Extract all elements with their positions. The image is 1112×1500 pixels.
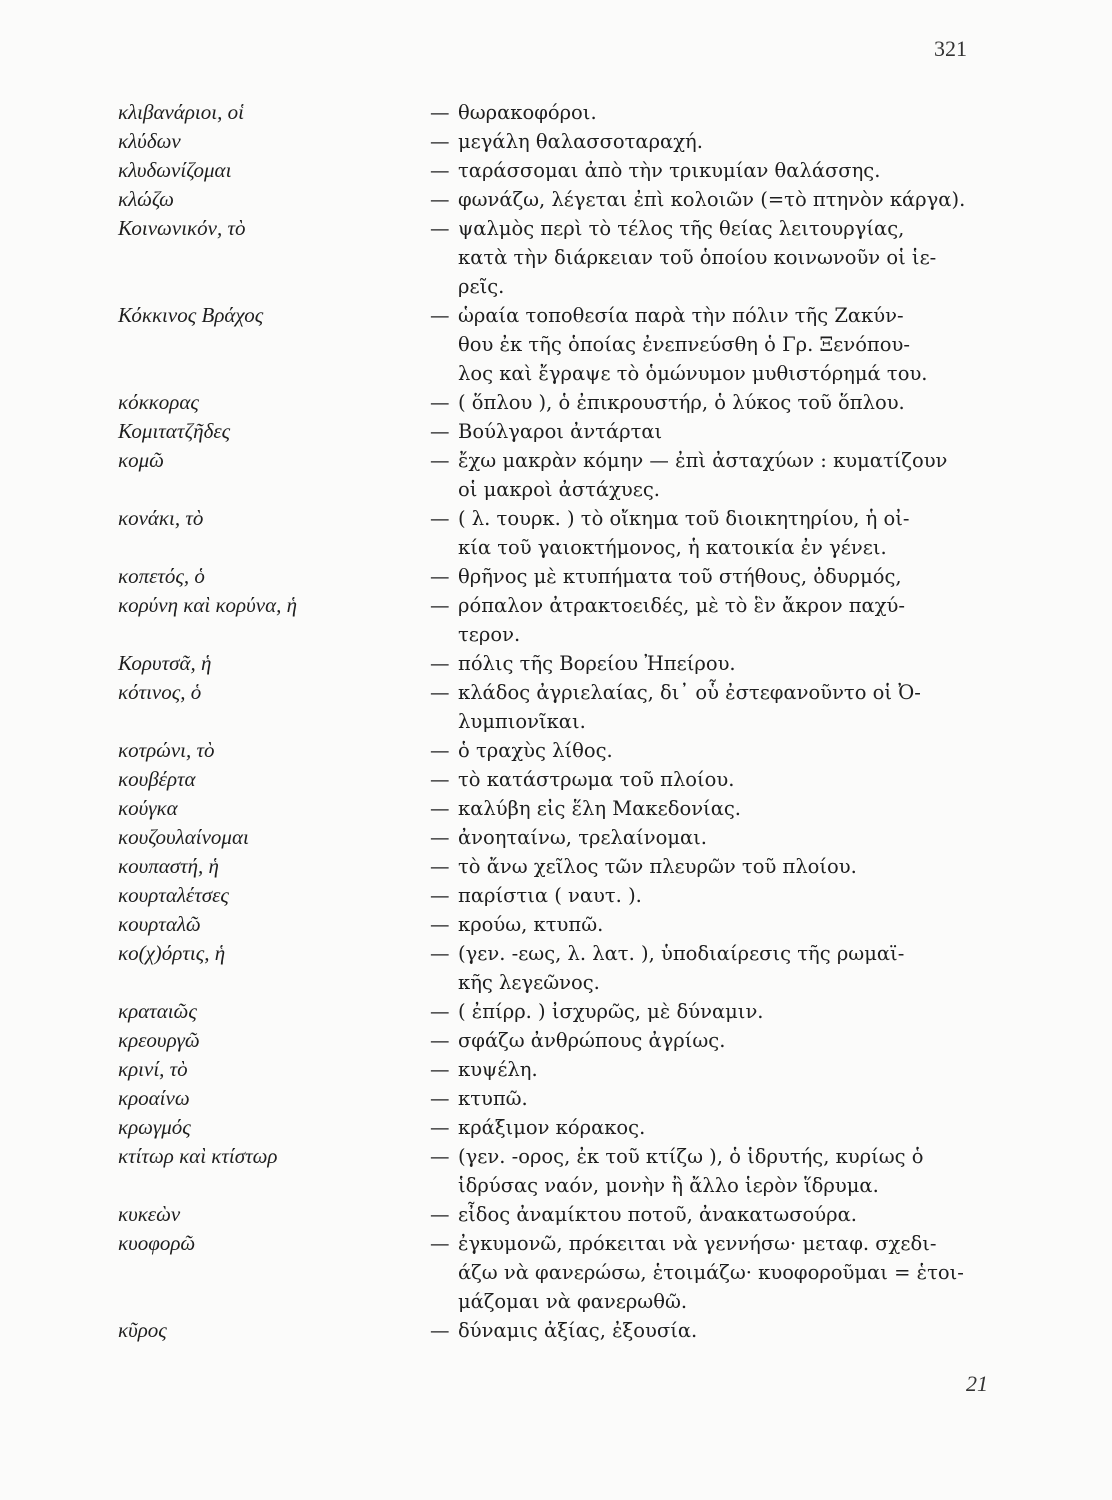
definition-text: κλάδος ἀγριελαίας, δι᾽ οὗ ἐστεφανοῦντο οἱ Ὀ- bbox=[458, 681, 921, 704]
definition-text: οἱ μακροὶ ἀστάχυες. bbox=[458, 478, 660, 501]
em-dash: — bbox=[430, 1116, 450, 1139]
definition-text: σφάζω ἀνθρώπους ἀγρίως. bbox=[458, 1029, 726, 1052]
em-dash: — bbox=[430, 565, 450, 588]
em-dash: — bbox=[430, 594, 450, 617]
definition-text: τὸ ἄνω χεῖλος τῶν πλευρῶν τοῦ πλοίου. bbox=[458, 855, 857, 878]
entry-term: κουπαστή, ἡ bbox=[118, 854, 219, 878]
indent-spacer bbox=[430, 1287, 458, 1316]
glossary-entry bbox=[118, 910, 980, 939]
entry-definition bbox=[430, 388, 980, 417]
glossary-entry bbox=[118, 388, 980, 417]
definition-line bbox=[430, 127, 980, 156]
definition-line bbox=[430, 156, 980, 185]
definition-line bbox=[430, 736, 980, 765]
definition-line bbox=[430, 475, 980, 504]
definition-text: πόλις τῆς Βορείου Ἠπείρου. bbox=[458, 652, 736, 675]
indent-spacer bbox=[430, 359, 458, 388]
glossary-entry bbox=[118, 1113, 980, 1142]
glossary-entry bbox=[118, 1055, 980, 1084]
entry-term: κομῶ bbox=[118, 448, 164, 472]
em-dash: — bbox=[430, 391, 450, 414]
definition-text: ὡραία τοποθεσία παρὰ τὴν πόλιν τῆς Ζακύν- bbox=[458, 304, 904, 327]
definition-text: (γεν. -εως, λ. λατ. ), ὑποδιαίρεσις τῆς ρωμαϊ- bbox=[458, 942, 905, 965]
entry-definition bbox=[430, 591, 980, 649]
em-dash: — bbox=[430, 420, 450, 443]
definition-line bbox=[430, 649, 980, 678]
entry-definition bbox=[430, 301, 980, 388]
definition-line bbox=[430, 1026, 980, 1055]
definition-line bbox=[430, 1113, 980, 1142]
indent-spacer bbox=[430, 330, 458, 359]
entry-definition bbox=[430, 1229, 980, 1316]
definition-line bbox=[430, 1200, 980, 1229]
glossary-entry bbox=[118, 997, 980, 1026]
glossary-entry bbox=[118, 417, 980, 446]
indent-spacer bbox=[430, 968, 458, 997]
entry-definition bbox=[430, 1142, 980, 1200]
entry-term: κόκκορας bbox=[118, 390, 199, 414]
definition-text: ψαλμὸς περὶ τὸ τέλος τῆς θείας λειτουργίας, bbox=[458, 217, 905, 240]
indent-spacer bbox=[430, 620, 458, 649]
entry-term: κο(χ)όρτις, ἡ bbox=[118, 941, 226, 965]
definition-text: εἶδος ἀναμίκτου ποτοῦ, ἀνακατωσούρα. bbox=[458, 1203, 857, 1226]
em-dash: — bbox=[430, 1319, 450, 1342]
entry-definition bbox=[430, 852, 980, 881]
entry-definition bbox=[430, 1055, 980, 1084]
entry-definition bbox=[430, 1316, 980, 1345]
entry-term: κρεουργῶ bbox=[118, 1028, 200, 1052]
entry-definition bbox=[430, 156, 980, 185]
definition-text: καλύβη εἰς ἕλη Μακεδονίας. bbox=[458, 797, 741, 820]
em-dash: — bbox=[430, 507, 450, 530]
definition-text: ρόπαλον ἀτρακτοειδές, μὲ τὸ ἓν ἄκρον παχύ- bbox=[458, 594, 905, 617]
entry-definition bbox=[430, 1026, 980, 1055]
definition-text: παρίστια ( ναυτ. ). bbox=[458, 884, 642, 907]
definition-line bbox=[430, 388, 980, 417]
em-dash: — bbox=[430, 101, 450, 124]
entry-term: Κορυτσᾶ, ἡ bbox=[118, 651, 212, 675]
em-dash: — bbox=[430, 188, 450, 211]
definition-line bbox=[430, 591, 980, 620]
glossary-entry bbox=[118, 1200, 980, 1229]
definition-line bbox=[430, 533, 980, 562]
em-dash: — bbox=[430, 942, 450, 965]
entry-term: κουρταλῶ bbox=[118, 912, 201, 936]
entry-term: κοτρώνι, τὸ bbox=[118, 738, 215, 762]
em-dash: — bbox=[430, 797, 450, 820]
definition-text: ἱδρύσας ναόν, μονὴν ἢ ἄλλο ἱερὸν ἵδρυμα. bbox=[458, 1174, 879, 1197]
definition-text: τερον. bbox=[458, 623, 521, 646]
glossary-entry bbox=[118, 446, 980, 504]
glossary-entry bbox=[118, 852, 980, 881]
entry-definition bbox=[430, 765, 980, 794]
definition-text: κρούω, κτυπῶ. bbox=[458, 913, 604, 936]
definition-line bbox=[430, 794, 980, 823]
definition-line bbox=[430, 1287, 980, 1316]
entry-term: κουζουλαίνομαι bbox=[118, 825, 249, 849]
glossary-entry bbox=[118, 881, 980, 910]
entry-definition bbox=[430, 823, 980, 852]
entry-definition bbox=[430, 1084, 980, 1113]
definition-line bbox=[430, 272, 980, 301]
glossary-entry bbox=[118, 1229, 980, 1316]
em-dash: — bbox=[430, 884, 450, 907]
definition-text: κυψέλη. bbox=[458, 1058, 538, 1081]
glossary-entry bbox=[118, 823, 980, 852]
definition-line bbox=[430, 997, 980, 1026]
entry-term: κλώζω bbox=[118, 187, 174, 211]
glossary-entry bbox=[118, 678, 980, 736]
indent-spacer bbox=[430, 1171, 458, 1200]
entry-definition bbox=[430, 649, 980, 678]
definition-line bbox=[430, 214, 980, 243]
definition-text: ταράσσομαι ἀπὸ τὴν τρικυμίαν θαλάσσης. bbox=[458, 159, 881, 182]
definition-line bbox=[430, 1055, 980, 1084]
definition-text: (γεν. -ορος, ἐκ τοῦ κτίζω ), ὁ ἱδρυτής, κυρίως ὁ bbox=[458, 1145, 924, 1168]
em-dash: — bbox=[430, 652, 450, 675]
definition-text: ἐγκυμονῶ, πρόκειται νὰ γεννήσω· μεταφ. σχεδι- bbox=[458, 1232, 937, 1255]
page-number: 321 bbox=[934, 36, 967, 61]
definition-line bbox=[430, 852, 980, 881]
definition-text: λυμπιονῖκαι. bbox=[458, 710, 586, 733]
em-dash: — bbox=[430, 681, 450, 704]
em-dash: — bbox=[430, 826, 450, 849]
em-dash: — bbox=[430, 913, 450, 936]
entry-term: κορύνη καὶ κορύνα, ἡ bbox=[118, 593, 298, 617]
entry-term: κούγκα bbox=[118, 796, 178, 820]
definition-text: φωνάζω, λέγεται ἐπὶ κολοιῶν (=τὸ πτηνὸν κάργα). bbox=[458, 188, 966, 211]
em-dash: — bbox=[430, 739, 450, 762]
definition-text: μεγάλη θαλασσοταραχή. bbox=[458, 130, 703, 153]
definition-line bbox=[430, 1316, 980, 1345]
definition-text: κατὰ τὴν διάρκειαν τοῦ ὁποίου κοινωνοῦν οἱ ἱε- bbox=[458, 246, 937, 269]
definition-line bbox=[430, 504, 980, 533]
entry-definition bbox=[430, 446, 980, 504]
entry-term: Κομιτατζῆδες bbox=[118, 419, 231, 443]
definition-text: θωρακοφόροι. bbox=[458, 101, 597, 124]
definition-line bbox=[430, 881, 980, 910]
entry-definition bbox=[430, 504, 980, 562]
entry-definition bbox=[430, 562, 980, 591]
glossary-entry bbox=[118, 591, 980, 649]
entry-term: κουρταλέτσες bbox=[118, 883, 229, 907]
definition-line bbox=[430, 301, 980, 330]
definition-text: άζω νὰ φανερώσω, ἑτοιμάζω· κυοφοροῦμαι = ἑτοι- bbox=[458, 1261, 964, 1284]
entry-term: κραταιῶς bbox=[118, 999, 197, 1023]
definition-text: θου ἐκ τῆς ὁποίας ἐνεπνεύσθη ὁ Γρ. Ξενόπου- bbox=[458, 333, 910, 356]
definition-line bbox=[430, 939, 980, 968]
definition-text: ἀνοηταίνω, τρελαίνομαι. bbox=[458, 826, 708, 849]
entry-term: Κοινωνικόν, τὸ bbox=[118, 216, 246, 240]
definition-line bbox=[430, 707, 980, 736]
entry-definition bbox=[430, 939, 980, 997]
definition-text: ἔχω μακρὰν κόμην — ἐπὶ ἀσταχύων : κυματίζουν bbox=[458, 449, 948, 472]
entry-definition bbox=[430, 1113, 980, 1142]
em-dash: — bbox=[430, 1058, 450, 1081]
definition-text: λος καὶ ἔγραψε τὸ ὁμώνυμον μυθιστόρημά του. bbox=[458, 362, 928, 385]
definition-line bbox=[430, 765, 980, 794]
entry-definition bbox=[430, 794, 980, 823]
em-dash: — bbox=[430, 1000, 450, 1023]
em-dash: — bbox=[430, 1087, 450, 1110]
glossary-entry bbox=[118, 127, 980, 156]
definition-line bbox=[430, 1084, 980, 1113]
definition-line bbox=[430, 359, 980, 388]
entry-term: κοπετός, ὁ bbox=[118, 564, 205, 588]
entry-definition bbox=[430, 185, 980, 214]
definition-line bbox=[430, 98, 980, 127]
entry-term: Κόκκινος Βράχος bbox=[118, 303, 264, 327]
em-dash: — bbox=[430, 855, 450, 878]
indent-spacer bbox=[430, 272, 458, 301]
em-dash: — bbox=[430, 1232, 450, 1255]
definition-line bbox=[430, 910, 980, 939]
entry-definition bbox=[430, 678, 980, 736]
glossary-entry bbox=[118, 98, 980, 127]
definition-line bbox=[430, 330, 980, 359]
definition-line bbox=[430, 1142, 980, 1171]
definition-line bbox=[430, 620, 980, 649]
glossary-entry bbox=[118, 214, 980, 301]
em-dash: — bbox=[430, 217, 450, 240]
glossary-entry bbox=[118, 301, 980, 388]
glossary-entry bbox=[118, 562, 980, 591]
definition-line bbox=[430, 446, 980, 475]
entry-definition bbox=[430, 127, 980, 156]
entry-definition bbox=[430, 736, 980, 765]
glossary-entry bbox=[118, 939, 980, 997]
glossary-entry bbox=[118, 765, 980, 794]
entry-term: κροαίνω bbox=[118, 1086, 190, 1110]
definition-text: τὸ κατάστρωμα τοῦ πλοίου. bbox=[458, 768, 735, 791]
glossary-entry bbox=[118, 504, 980, 562]
indent-spacer bbox=[430, 1258, 458, 1287]
definition-text: θρῆνος μὲ κτυπήματα τοῦ στήθους, ὀδυρμός, bbox=[458, 565, 902, 588]
definition-text: κτυπῶ. bbox=[458, 1087, 528, 1110]
definition-text: κία τοῦ γαιοκτήμονος, ἡ κατοικία ἐν γένει. bbox=[458, 536, 887, 559]
definition-line bbox=[430, 243, 980, 272]
glossary-entry bbox=[118, 649, 980, 678]
glossary-entry bbox=[118, 794, 980, 823]
indent-spacer bbox=[430, 707, 458, 736]
glossary-entry bbox=[118, 156, 980, 185]
definition-text: ὁ τραχὺς λίθος. bbox=[458, 739, 613, 762]
glossary-entry bbox=[118, 185, 980, 214]
entry-term: κονάκι, τὸ bbox=[118, 506, 204, 530]
definition-text: μάζομαι νὰ φανερωθῶ. bbox=[458, 1290, 688, 1313]
entry-definition bbox=[430, 214, 980, 301]
entry-term: κτίτωρ καὶ κτίστωρ bbox=[118, 1144, 278, 1168]
definition-text: κῆς λεγεῶνος. bbox=[458, 971, 600, 994]
em-dash: — bbox=[430, 159, 450, 182]
entry-definition bbox=[430, 881, 980, 910]
definition-line bbox=[430, 1229, 980, 1258]
entry-term: κρινί, τὸ bbox=[118, 1057, 188, 1081]
definition-text: ( λ. τουρκ. ) τὸ οἴκημα τοῦ διοικητηρίου, ἡ οἰ- bbox=[458, 507, 910, 530]
signature-mark: 21 bbox=[966, 1371, 988, 1396]
entry-term: κῦρος bbox=[118, 1318, 167, 1342]
indent-spacer bbox=[430, 533, 458, 562]
definition-text: ( ἐπίρρ. ) ἰσχυρῶς, μὲ δύναμιν. bbox=[458, 1000, 764, 1023]
entry-definition bbox=[430, 1200, 980, 1229]
em-dash: — bbox=[430, 768, 450, 791]
indent-spacer bbox=[430, 475, 458, 504]
em-dash: — bbox=[430, 449, 450, 472]
definition-line bbox=[430, 968, 980, 997]
definition-line bbox=[430, 417, 980, 446]
entry-definition bbox=[430, 417, 980, 446]
entry-term: κλυδωνίζομαι bbox=[118, 158, 232, 182]
em-dash: — bbox=[430, 1029, 450, 1052]
definition-line bbox=[430, 823, 980, 852]
em-dash: — bbox=[430, 304, 450, 327]
entry-term: κρωγμός bbox=[118, 1115, 191, 1139]
glossary-entries bbox=[118, 98, 980, 1345]
em-dash: — bbox=[430, 1203, 450, 1226]
definition-text: ( ὅπλου ), ὁ ἐπικρουστήρ, ὁ λύκος τοῦ ὅπλου. bbox=[458, 391, 905, 414]
indent-spacer bbox=[430, 243, 458, 272]
entry-term: κότινος, ὁ bbox=[118, 680, 202, 704]
entry-definition bbox=[430, 910, 980, 939]
entry-definition bbox=[430, 98, 980, 127]
glossary-entry bbox=[118, 1316, 980, 1345]
entry-term: κλιβανάριοι, οἱ bbox=[118, 100, 244, 124]
glossary-entry bbox=[118, 1084, 980, 1113]
em-dash: — bbox=[430, 130, 450, 153]
definition-text: κράξιμον κόρακος. bbox=[458, 1116, 646, 1139]
entry-term: κουβέρτα bbox=[118, 767, 196, 791]
definition-line bbox=[430, 185, 980, 214]
definition-text: ρεῖς. bbox=[458, 275, 505, 298]
glossary-entry bbox=[118, 1142, 980, 1200]
em-dash: — bbox=[430, 1145, 450, 1168]
entry-term: κλύδων bbox=[118, 129, 181, 153]
entry-definition bbox=[430, 997, 980, 1026]
definition-text: δύναμις ἀξίας, ἐξουσία. bbox=[458, 1319, 698, 1342]
definition-line bbox=[430, 678, 980, 707]
definition-text: Βούλγαροι ἀντάρται bbox=[458, 420, 663, 443]
glossary-entry bbox=[118, 1026, 980, 1055]
entry-term: κυοφορῶ bbox=[118, 1231, 196, 1255]
definition-line bbox=[430, 1258, 980, 1287]
definition-line bbox=[430, 1171, 980, 1200]
definition-line bbox=[430, 562, 980, 591]
glossary-entry bbox=[118, 736, 980, 765]
entry-term: κυκεὼν bbox=[118, 1202, 181, 1226]
